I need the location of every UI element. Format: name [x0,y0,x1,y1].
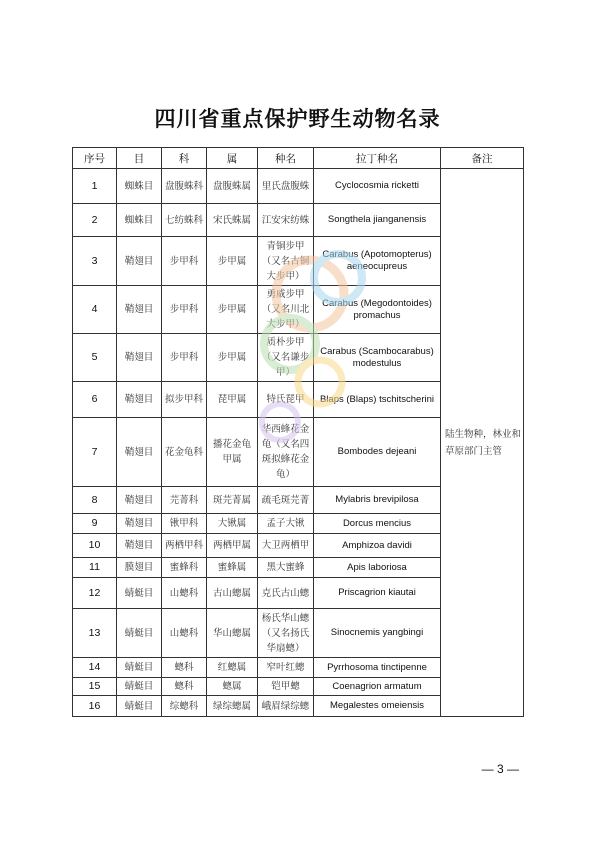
species-cell: 特氏琵甲 [258,382,314,418]
species-cell: 质朴步甲（又名谦步甲） [258,334,314,382]
genus-cell: 琵甲属 [207,382,258,418]
order-cell: 蜘蛛目 [117,204,162,237]
genus-cell: 斑芫菁属 [207,487,258,514]
table-body [73,169,524,717]
family-cell: 芫菁科 [162,487,207,514]
row-number: 6 [73,382,117,418]
latin-name-cell: Megalestes omeiensis [314,696,441,717]
order-cell: 膜翅目 [117,558,162,578]
row-number: 12 [73,578,117,609]
family-cell: 盘腹蛛科 [162,169,207,204]
family-cell: 步甲科 [162,286,207,334]
order-cell: 蜘蛛目 [117,169,162,204]
latin-name-cell: Apis laboriosa [314,558,441,578]
header-order: 目 [117,148,162,169]
genus-cell: 红蟌属 [207,658,258,678]
order-cell: 鞘翅目 [117,534,162,558]
row-number: 16 [73,696,117,717]
species-cell: 勇威步甲（又名川北大步甲） [258,286,314,334]
species-cell: 里氏盘腹蛛 [258,169,314,204]
species-cell: 华西蜂花金龟（又名四斑拟蜂花金龟） [258,418,314,487]
genus-cell: 步甲属 [207,286,258,334]
species-cell: 黑大蜜蜂 [258,558,314,578]
row-number: 4 [73,286,117,334]
row-number: 3 [73,237,117,286]
table-header-row [73,148,524,169]
row-number: 1 [73,169,117,204]
row-number: 2 [73,204,117,237]
latin-name-cell: Priscagrion kiautai [314,578,441,609]
order-cell: 鞘翅目 [117,286,162,334]
family-cell: 蟌科 [162,678,207,696]
order-cell: 鞘翅目 [117,487,162,514]
genus-cell: 蟌属 [207,678,258,696]
family-cell: 综蟌科 [162,696,207,717]
latin-name-cell: Cyclocosmia ricketti [314,169,441,204]
row-number: 9 [73,514,117,534]
header-species: 种名 [258,148,314,169]
row-number: 15 [73,678,117,696]
latin-name-cell: Carabus (Scambocarabus) modestulus [314,334,441,382]
page-number: — 3 — [481,762,519,776]
family-cell: 蜜蜂科 [162,558,207,578]
genus-cell: 盘腹蛛属 [207,169,258,204]
latin-name-cell: Coenagrion armatum [314,678,441,696]
family-cell: 山蟌科 [162,578,207,609]
species-cell: 孟子大锹 [258,514,314,534]
species-cell: 窄叶红蟌 [258,658,314,678]
latin-name-cell: Amphizoa davidi [314,534,441,558]
row-number: 13 [73,609,117,658]
species-table [72,147,524,717]
order-cell: 蜻蜓目 [117,696,162,717]
family-cell: 步甲科 [162,237,207,286]
genus-cell: 绿综蟌属 [207,696,258,717]
order-cell: 鞘翅目 [117,382,162,418]
note-cell: 陆生物种，林业和草原部门主管 [441,169,524,717]
species-cell: 青铜步甲（又名古铜大步甲） [258,237,314,286]
family-cell: 步甲科 [162,334,207,382]
row-number: 7 [73,418,117,487]
order-cell: 蜻蜓目 [117,609,162,658]
order-cell: 蜻蜓目 [117,678,162,696]
latin-name-cell: Mylabris brevipilosa [314,487,441,514]
latin-name-cell: Songthela jianganensis [314,204,441,237]
order-cell: 鞘翅目 [117,334,162,382]
genus-cell: 大锹属 [207,514,258,534]
family-cell: 花金龟科 [162,418,207,487]
genus-cell: 步甲属 [207,334,258,382]
order-cell: 蜻蜓目 [117,658,162,678]
order-cell: 鞘翅目 [117,418,162,487]
order-cell: 鞘翅目 [117,237,162,286]
species-cell: 克氏古山蟌 [258,578,314,609]
species-cell: 江安宋纺蛛 [258,204,314,237]
latin-name-cell: Sinocnemis yangbingi [314,609,441,658]
latin-name-cell: Pyrrhosoma tinctipenne [314,658,441,678]
latin-name-cell: Carabus (Apotomopterus) aeneocupreus [314,237,441,286]
family-cell: 拟步甲科 [162,382,207,418]
species-cell: 疏毛斑芫菁 [258,487,314,514]
species-cell: 大卫两栖甲 [258,534,314,558]
table-row [73,169,524,204]
genus-cell: 宋氏蛛属 [207,204,258,237]
family-cell: 七纺蛛科 [162,204,207,237]
latin-name-cell: Carabus (Megodontoides) promachus [314,286,441,334]
row-number: 10 [73,534,117,558]
order-cell: 鞘翅目 [117,514,162,534]
row-number: 5 [73,334,117,382]
family-cell: 蟌科 [162,658,207,678]
order-cell: 蜻蜓目 [117,578,162,609]
header-no: 序号 [73,148,117,169]
header-latin: 拉丁种名 [314,148,441,169]
row-number: 8 [73,487,117,514]
latin-name-cell: Blaps (Blaps) tschitscherini [314,382,441,418]
species-cell: 杨氏华山蟌（又名扬氏华扇蟌） [258,609,314,658]
genus-cell: 蜜蜂属 [207,558,258,578]
genus-cell: 华山蟌属 [207,609,258,658]
genus-cell: 两栖甲属 [207,534,258,558]
genus-cell: 步甲属 [207,237,258,286]
row-number: 11 [73,558,117,578]
genus-cell: 播花金龟甲属 [207,418,258,487]
page-title: 四川省重点保护野生动物名录 [154,106,441,131]
family-cell: 山蟌科 [162,609,207,658]
family-cell: 锹甲科 [162,514,207,534]
species-cell: 峨眉绿综蟌 [258,696,314,717]
latin-name-cell: Dorcus mencius [314,514,441,534]
row-number: 14 [73,658,117,678]
genus-cell: 古山蟌属 [207,578,258,609]
species-cell: 铠甲蟌 [258,678,314,696]
header-family: 科 [162,148,207,169]
header-genus: 属 [207,148,258,169]
header-note: 备注 [441,148,524,169]
family-cell: 两栖甲科 [162,534,207,558]
latin-name-cell: Bombodes dejeani [314,418,441,487]
